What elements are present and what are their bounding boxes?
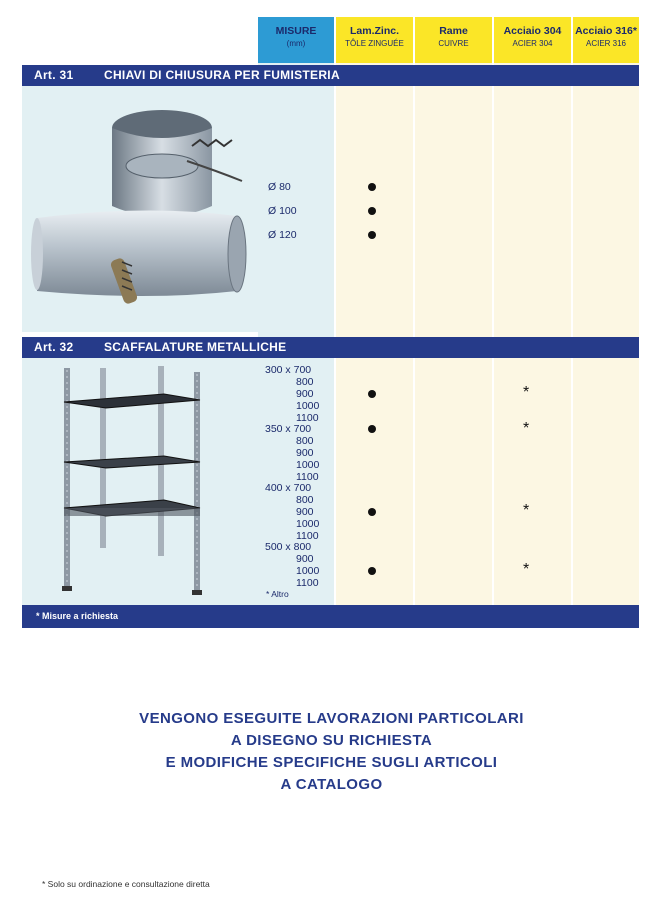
measure: 900	[296, 447, 314, 459]
custom-work-line-3: E MODIFICHE SPECIFICHE SUGLI ARTICOLI	[165, 754, 498, 771]
header-a304-label: Acciaio 304	[503, 25, 562, 37]
custom-work-line-4: A CATALOGO	[280, 776, 383, 793]
art31-title: CHIAVI DI CHIUSURA PER FUMISTERIA	[104, 68, 340, 82]
measure: 1000	[296, 400, 320, 412]
header-misure-label: MISURE	[275, 25, 317, 37]
art31-number: Art. 31	[34, 68, 74, 82]
availability-dot	[368, 390, 376, 398]
availability-dot	[368, 567, 376, 575]
order-note: * Solo su ordinazione e consultazione diretta	[42, 879, 210, 889]
art31-title-bar	[22, 65, 639, 86]
altro-note: * Altro	[266, 589, 289, 599]
measure-first: 500 x 800	[265, 541, 312, 553]
on-request-star-icon: *	[523, 502, 530, 519]
header-a316-label: Acciaio 316*	[575, 25, 637, 37]
measure: 1000	[296, 565, 320, 577]
measure: 1100	[296, 471, 319, 483]
custom-work-line-1: VENGONO ESEGUITE LAVORAZIONI PARTICOLARI	[139, 710, 524, 727]
header-misure	[258, 17, 334, 63]
header-misure-sub: (mm)	[286, 39, 306, 48]
measure: 900	[296, 553, 314, 565]
on-request-star-icon: *	[523, 384, 530, 401]
header-acciaio-304	[494, 17, 571, 63]
on-request-star-icon: *	[523, 420, 530, 437]
availability-dot	[368, 183, 376, 191]
lam-column	[336, 17, 413, 628]
measure: 900	[296, 388, 314, 400]
misure-a-richiesta-bar: * Misure a richiesta	[22, 605, 639, 628]
header-lam	[336, 17, 413, 63]
header-rame	[415, 17, 492, 63]
header-acciaio-316	[573, 17, 639, 63]
custom-work-note	[0, 708, 663, 796]
measure: 1000	[296, 459, 320, 471]
availability-dot	[368, 425, 376, 433]
art32-number: Art. 32	[34, 340, 74, 354]
measure: 1100	[296, 577, 319, 589]
art31-size-2: Ø 100	[268, 205, 297, 217]
measure-first: 400 x 700	[265, 482, 312, 494]
availability-dot	[368, 207, 376, 215]
availability-dot	[368, 231, 376, 239]
measure: 800	[296, 494, 314, 506]
rame-column	[415, 17, 492, 628]
metal-shelving-image	[22, 358, 258, 605]
art31-size-1: Ø 80	[268, 181, 291, 193]
header-lam-sub: TÔLE ZINGUÉE	[345, 39, 404, 48]
header-lam-label: Lam.Zinc.	[349, 25, 399, 37]
measure-first: 350 x 700	[265, 423, 312, 435]
damper-pipe-image	[22, 86, 258, 332]
availability-dot	[368, 508, 376, 516]
measure: 1000	[296, 518, 320, 530]
measure-first: 300 x 700	[265, 364, 312, 376]
header-rame-sub: CUIVRE	[438, 39, 469, 48]
art32-title: SCAFFALATURE METALLICHE	[104, 340, 287, 354]
header-a304-sub: ACIER 304	[512, 39, 553, 48]
acciaio-316-column	[573, 17, 639, 628]
art32-image-panel	[22, 358, 258, 605]
art31-size-3: Ø 120	[268, 229, 297, 241]
header-a316-sub: ACIER 316	[585, 39, 627, 48]
art31-image-panel	[22, 86, 258, 332]
measure: 1100	[296, 412, 319, 424]
measure: 800	[296, 435, 314, 447]
measure: 800	[296, 376, 314, 388]
acciaio-304-column	[494, 17, 571, 628]
on-request-star-icon: *	[523, 561, 530, 578]
header-rame-label: Rame	[439, 25, 468, 37]
measure: 1100	[296, 530, 319, 542]
custom-work-line-2: A DISEGNO SU RICHIESTA	[230, 732, 433, 749]
art32-title-bar	[22, 337, 639, 358]
measure: 900	[296, 506, 314, 518]
